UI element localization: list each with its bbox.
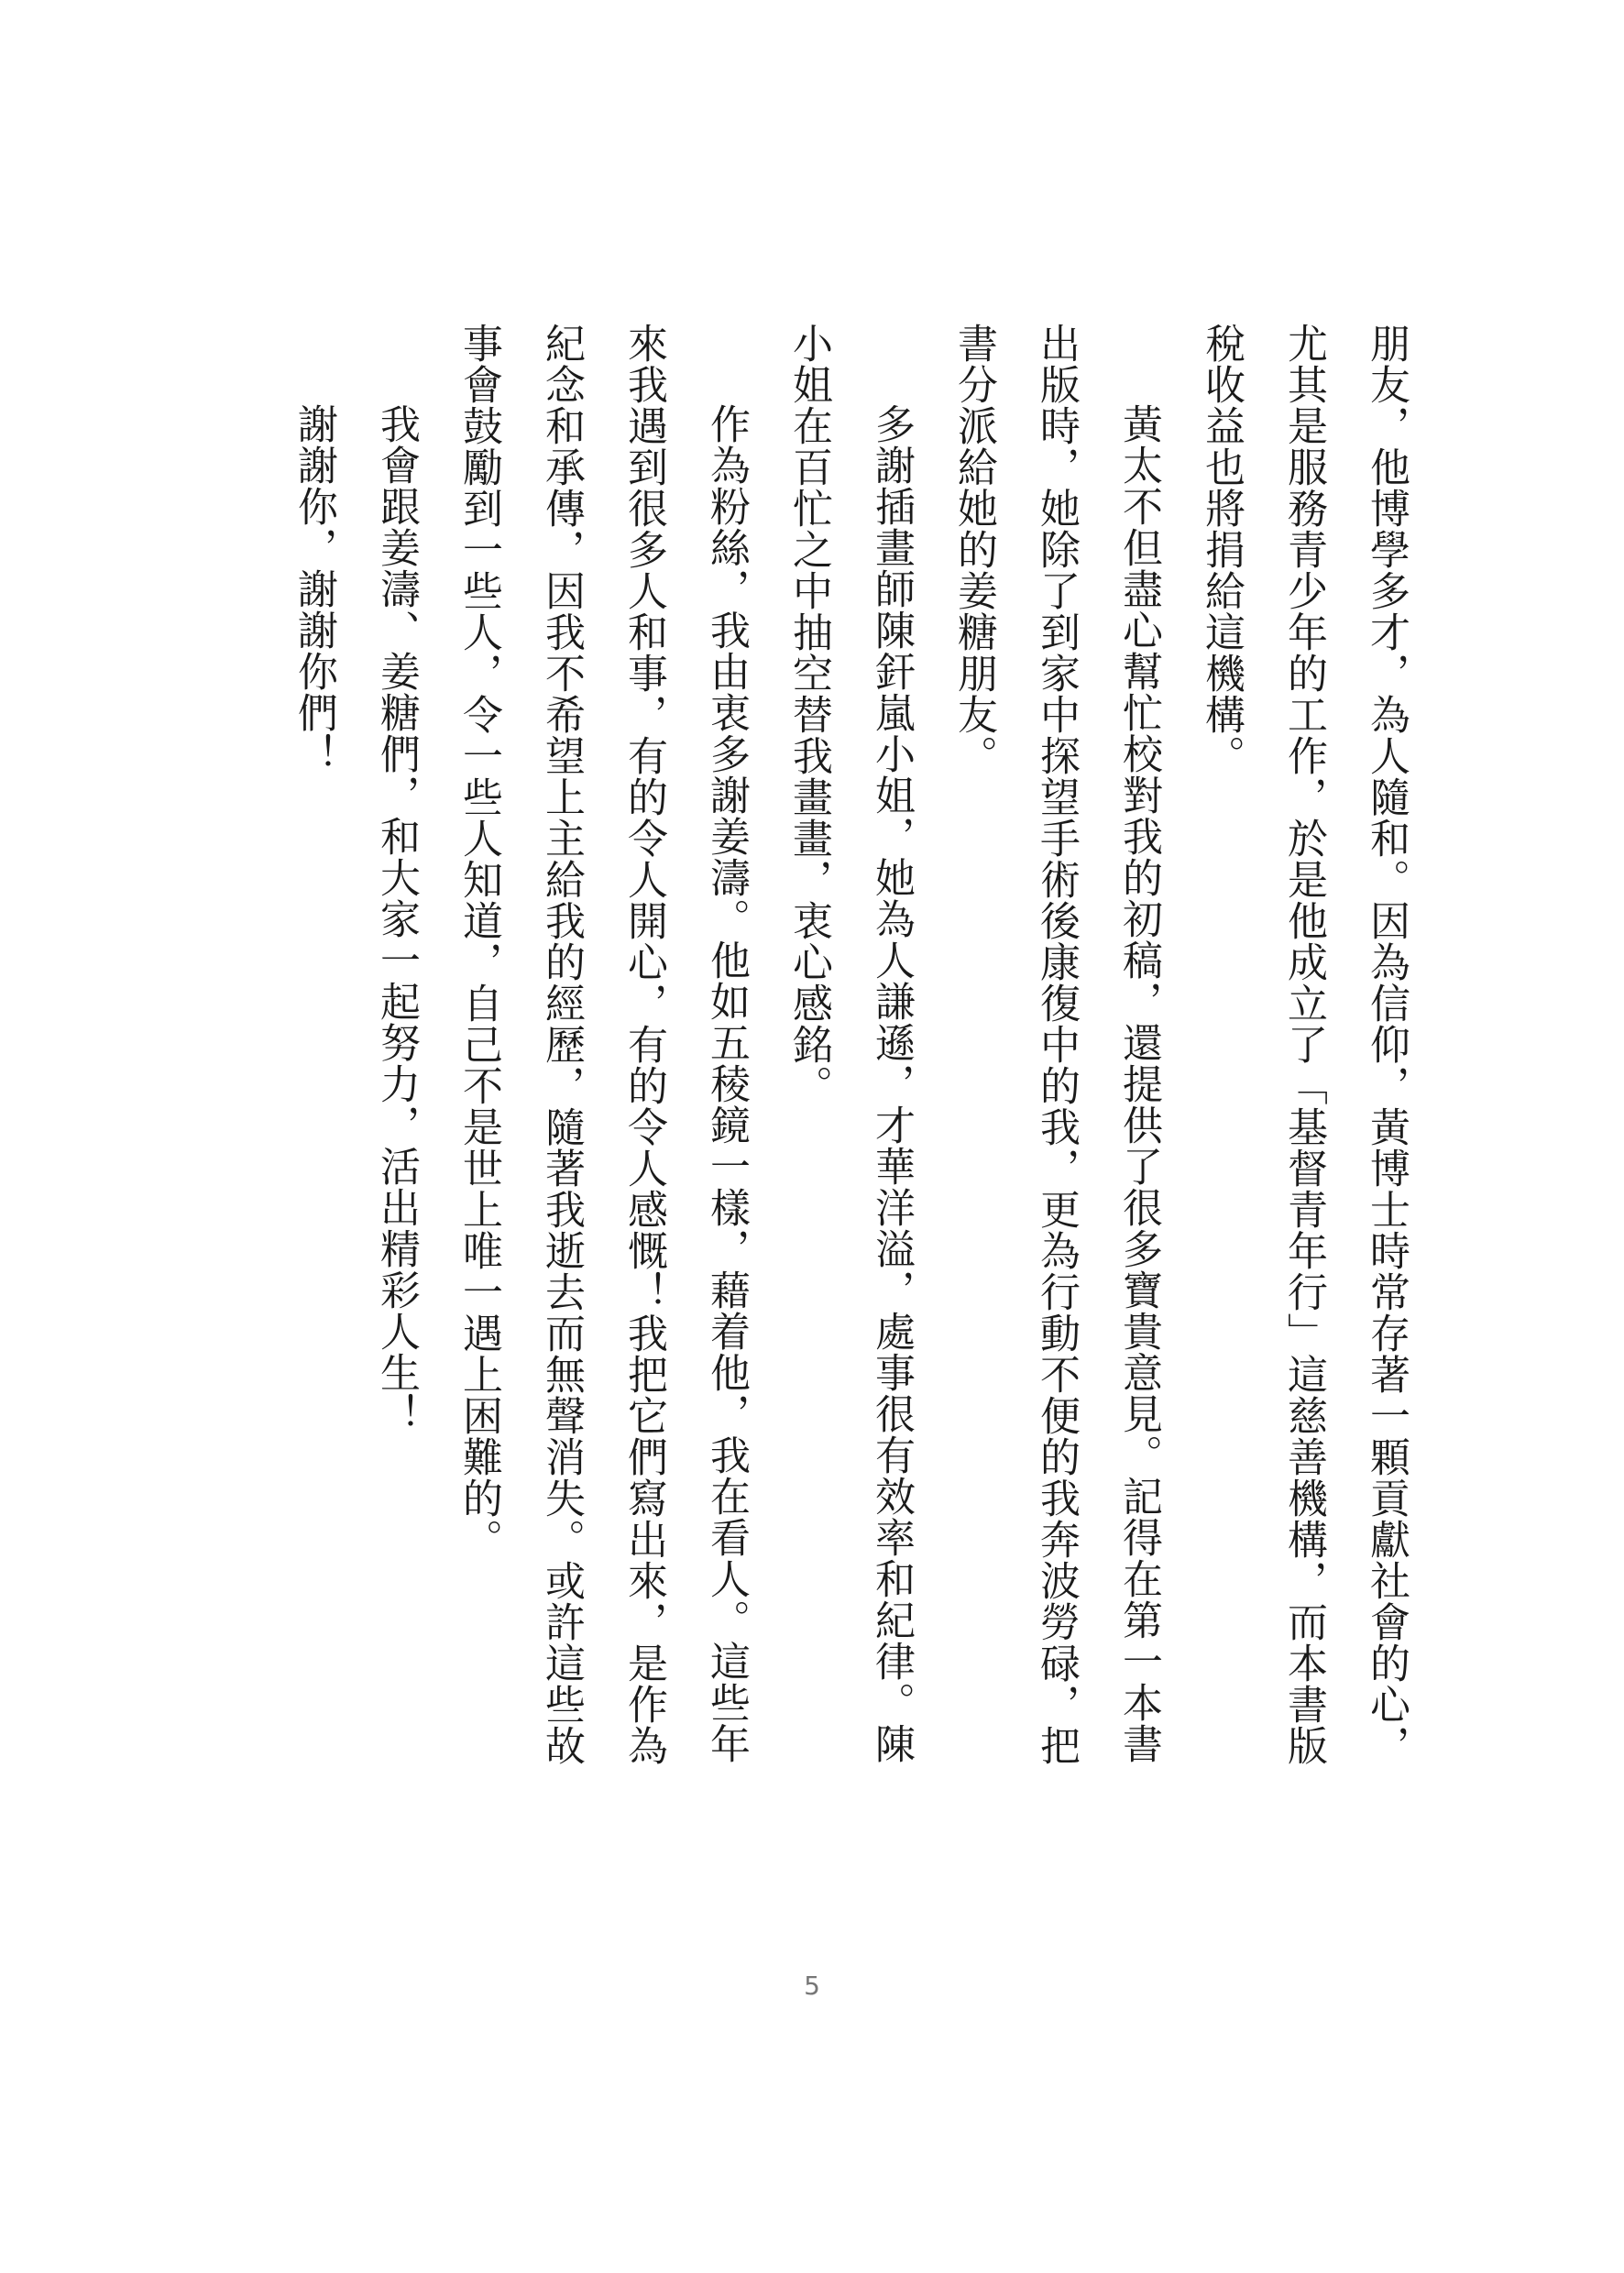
text-column-paragraph-start: 多謝插畫師陳釬嵐小姐，她為人謙遜，才華洋溢，處事很有效率和紀律。陳 [868,403,915,1764]
text-column-closing: 謝謝你，謝謝你們！ [291,403,337,774]
text-column: 朋友，他博學多才，為人隨和。因為信仰，黃博士時常存著一顆貢獻社會的心， [1363,323,1410,1766]
text-column: 事會鼓勵到一些人，令一些人知道，自己不是世上唯一遇上困難的。 [455,323,502,1560]
text-column: 紀念和承傳，因我不希望上主給我的經歷，隨著我逝去而無聲消失。或許這些故 [538,323,585,1766]
text-column-paragraph-start: 黃太不但盡心幫忙校對我的初稿，還提供了很多寶貴意見。記得在第一本書 [1115,403,1162,1764]
text-column: 小姐在百忙之中抽空替我畫畫，衷心感銘。 [785,323,832,1106]
text-column: 出版時，她除了到家中探望手術後康復中的我，更為行動不便的我奔波勞碌，把 [1033,323,1080,1766]
text-column-paragraph-start: 作為粉絲，我由衷多謝姜濤。他如五稜鏡一樣，藉着他，我在看人。這些年 [703,403,750,1764]
text-column: 來我遇到很多人和事，有的令人開心，有的令人感慨！我把它們寫出來，是作為 [620,323,667,1766]
text-column: 書分派給她的姜糖朋友。 [950,323,997,776]
text-column-paragraph-start: 我會跟姜濤、姜糖們，和大家一起努力，活出精彩人生！ [373,403,420,1434]
text-column: 稅收益也將捐給這機構。 [1198,323,1245,776]
vertical-text-body [272,323,1427,1881]
page-number: 5 [804,1971,820,2001]
text-column: 尤其是服務青少年的工作，於是他成立了「基督青年行」這慈善機構，而本書版 [1280,323,1327,1766]
